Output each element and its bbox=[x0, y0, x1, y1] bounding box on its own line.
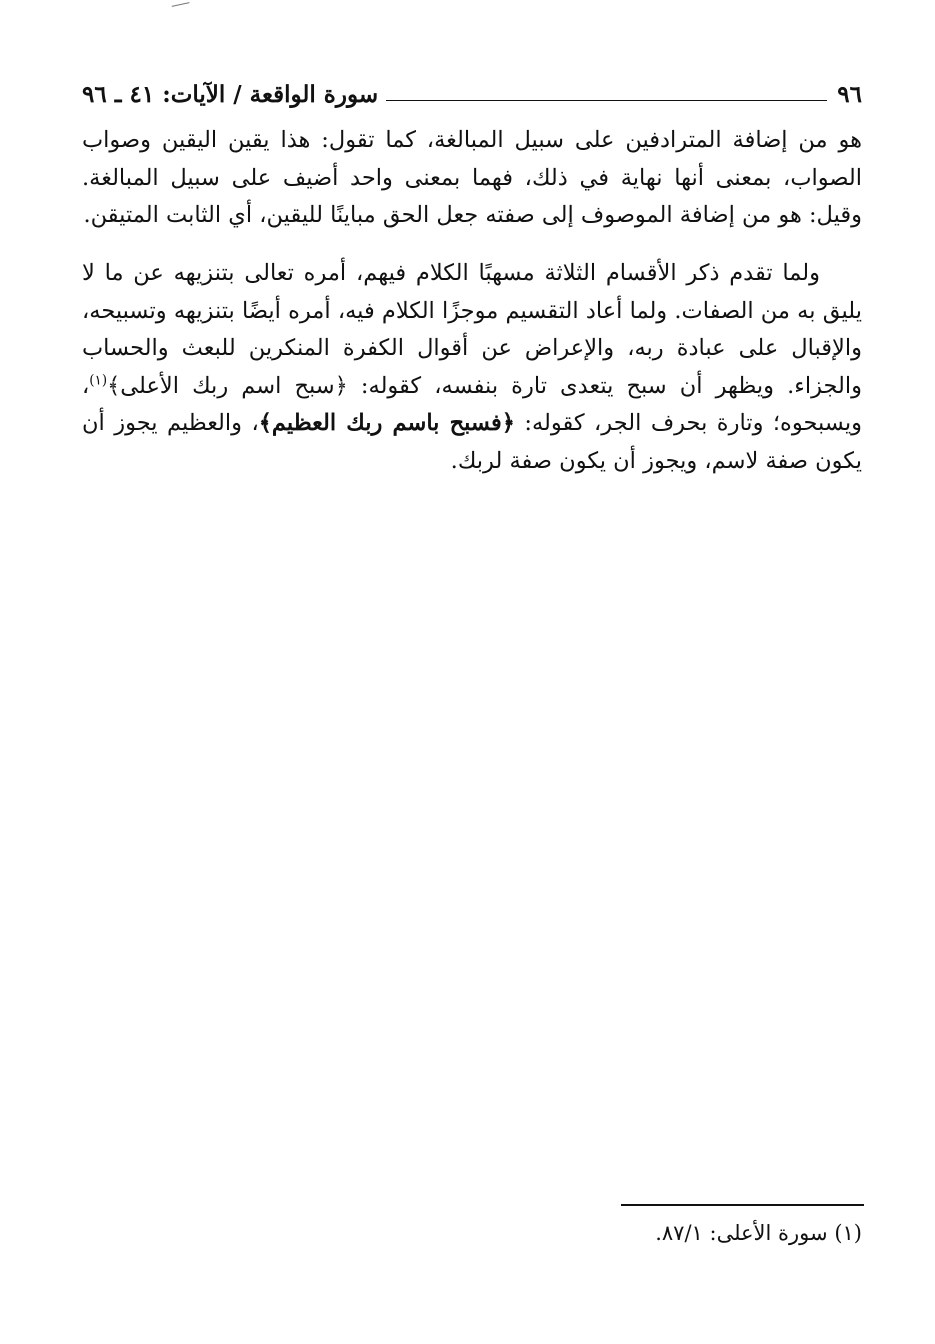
page-number: ٩٦ bbox=[837, 80, 862, 108]
header-title: سورة الواقعة / الآيات: ٤١ ـ ٩٦ bbox=[82, 80, 379, 108]
paragraph-2-part-1: ولما تقدم ذكر الأقسام الثلاثة مسهبًا الكلام فيهم، أمره تعالى بتنزيهه عن ما لا يليق به من الصفات. ولما أعاد التقسيم موجزًا الكلام فيه، أمره أيضًا بتنزيهه وتسبيحه، والإقبال على عبادة ربه، والإعراض عن أقوال الكفرة المنكرين للبعث والحساب والجزاء. ويظهر أن سبح يتعدى تارة بنفسه، كقوله: bbox=[82, 260, 862, 399]
paragraph-2-part-2: ، ويسبحوه؛ وتارة بحرف الجر، كقوله: bbox=[82, 372, 862, 436]
paragraph-1-text: هو من إضافة المترادفين على سبيل المبالغة، كما تقول: هذا يقين اليقين وصواب الصواب، بمعنى أنها نهاية في ذلك، فهما بمعنى واحد أضيف على سبيل المبالغة. وقيل: هو من إضافة الموصوف إلى صفته جعل الحق مباينًا لليقين، أي الثابت المتيقن. bbox=[82, 127, 862, 228]
paragraph-1 bbox=[82, 122, 862, 235]
footnote-1-text: سورة الأعلى: ٨٧/١. bbox=[655, 1221, 828, 1245]
paragraph-2-part-3: ، والعظيم يجوز أن يكون صفة لاسم، ويجوز أن يكون صفة لربك. bbox=[82, 410, 862, 474]
scan-artifact bbox=[172, 2, 191, 11]
quran-quote-al-ala: ﴿سبح اسم ربك الأعلى﴾ bbox=[107, 372, 348, 399]
footnote-1 bbox=[82, 1218, 862, 1248]
header-rule bbox=[386, 100, 827, 101]
footnote-rule bbox=[621, 1204, 864, 1206]
footnote-marker: (١) bbox=[89, 372, 108, 388]
running-header bbox=[82, 76, 862, 112]
paragraph-2 bbox=[82, 255, 862, 480]
footnote-1-marker: (١) bbox=[834, 1221, 862, 1245]
quran-quote-al-waqiah: ﴿فسبح باسم ربك العظيم﴾ bbox=[258, 410, 515, 436]
